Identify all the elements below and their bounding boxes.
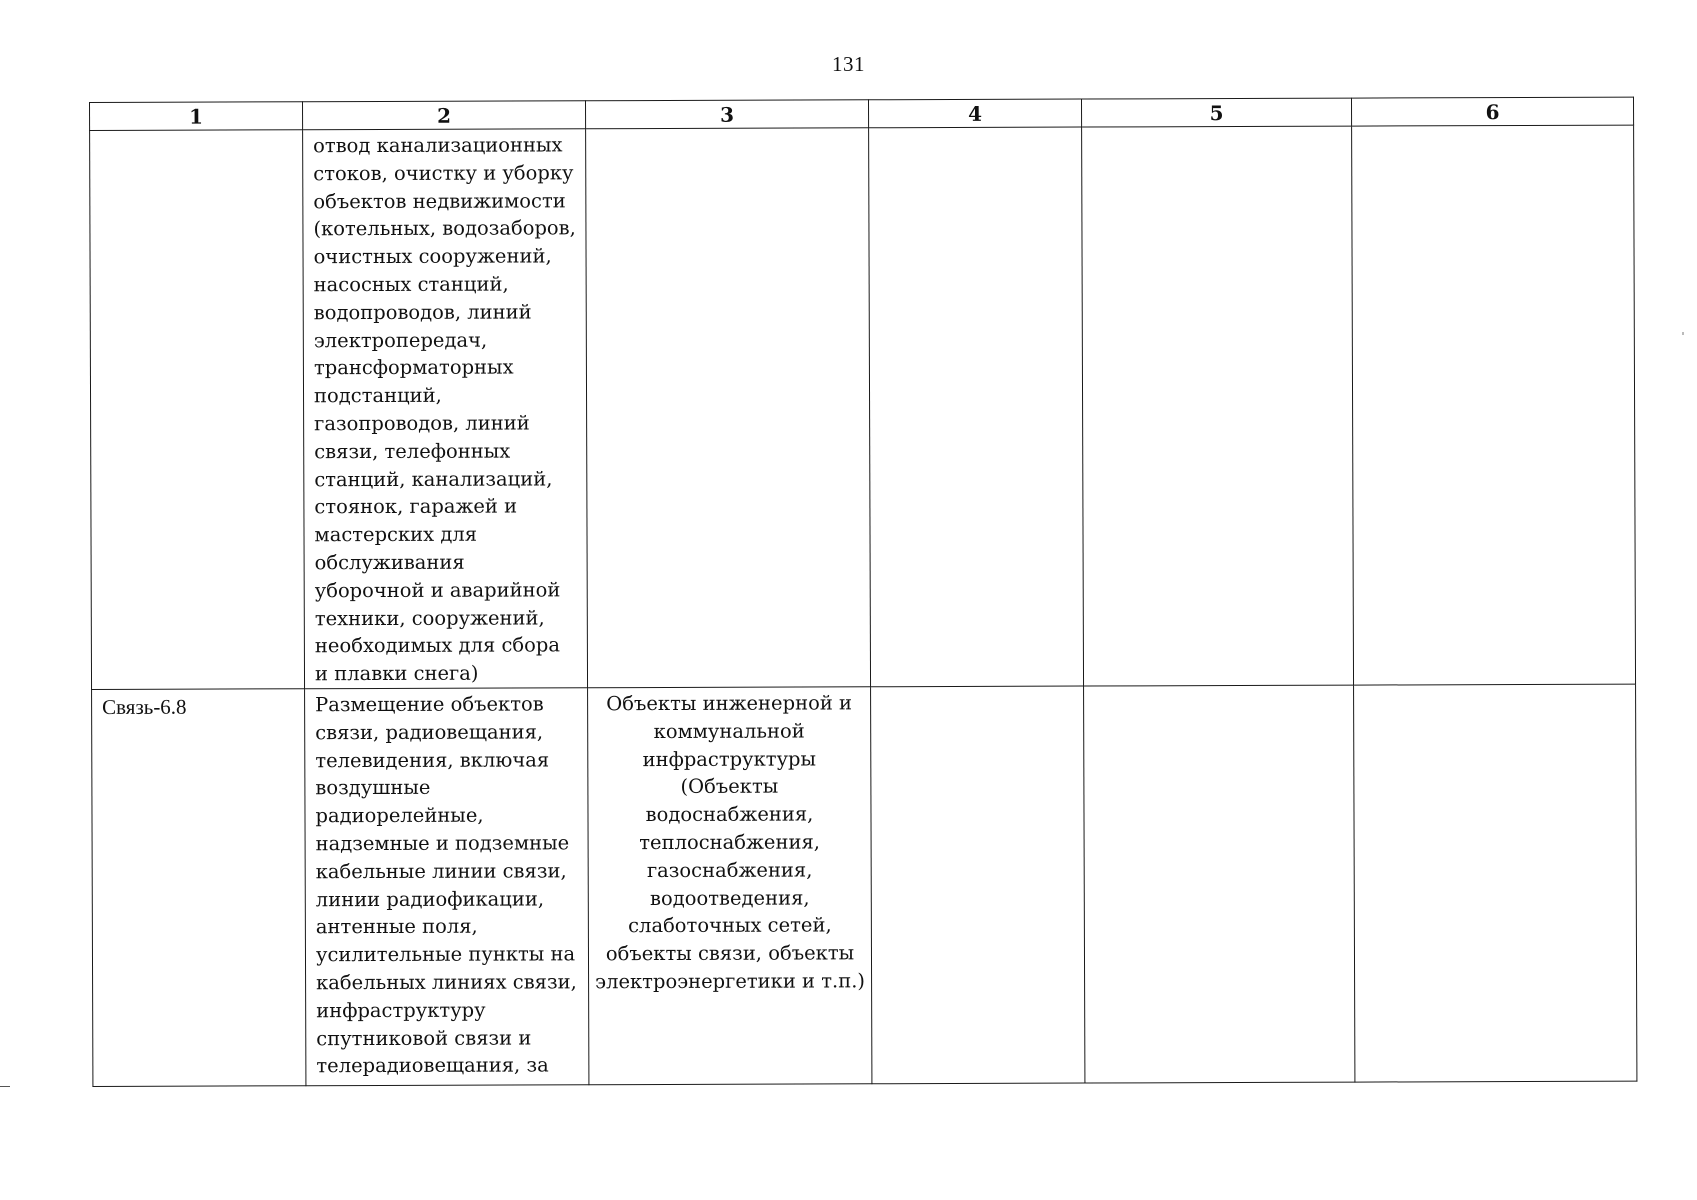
column-header-4: 4	[868, 99, 1081, 128]
column-header-1: 1	[90, 102, 303, 131]
scan-margin-mark	[0, 1086, 10, 1087]
column-header-5: 5	[1081, 98, 1351, 127]
column-4-cell	[871, 686, 1085, 1084]
column-4-cell	[869, 127, 1084, 687]
use-code-cell: Связь-6.8	[92, 689, 306, 1087]
table-row	[92, 684, 1637, 1086]
page-number: 131	[832, 52, 865, 76]
column-5-cell	[1084, 685, 1355, 1083]
column-6-cell	[1352, 125, 1636, 685]
land-use-table	[89, 97, 1637, 1087]
table-row	[90, 125, 1636, 689]
objects-cell: Объекты инженерной и коммунальной инфраструктуры (Объекты водоснабжения, теплоснабжения, газоснабжения, водоотведения, слаботочных сетей, объекты связи, объекты электроэнергетики и т.п.)	[588, 687, 872, 1085]
column-5-cell	[1082, 126, 1354, 686]
use-description-cell: отвод канализационных стоков, очистку и уборку объектов недвижимости (котельных, водозаборов, очистных сооружений, насосных станций, водопроводов, линий электропередач, трансформаторных подстанций, газопроводов, линий связи, телефонных станций, канализаций, стоянок, гаражей и мастерских для обслуживания уборочной и аварийной техники, сооружений, необходимых для сбора и плавки снега)	[303, 129, 588, 689]
column-header-2: 2	[303, 101, 586, 130]
objects-cell	[586, 128, 871, 688]
column-header-3: 3	[585, 100, 868, 129]
use-code-cell	[90, 130, 305, 690]
column-6-cell	[1354, 684, 1637, 1082]
land-use-table-container	[89, 97, 1636, 1087]
use-description-cell: Размещение объектов связи, радиовещания, телевидения, включая воздушные радиорелейные, надземные и подземные кабельные линии связи, линии радиофикации, антенные поля, усилительные пункты на кабельных линиях связи, инфраструктуру спутниковой связи и телерадиовещания, за	[305, 688, 589, 1086]
scan-speck	[1682, 332, 1684, 335]
column-header-6: 6	[1351, 97, 1633, 126]
